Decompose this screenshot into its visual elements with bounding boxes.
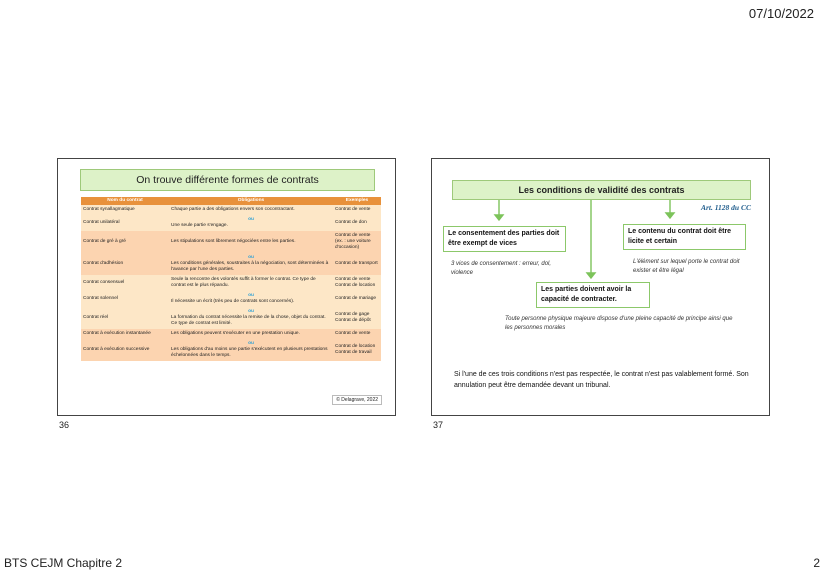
arrowhead-consent [495, 215, 503, 220]
contract-obligations-cell [169, 307, 333, 329]
contract-obligations-cell [169, 291, 333, 307]
slide-number-36: 36 [59, 420, 70, 430]
table-row [81, 291, 381, 307]
table-row [81, 205, 381, 215]
table-row [81, 215, 381, 231]
contract-name: Contrat réel [81, 307, 169, 329]
slide-36-title: On trouve différente formes de contrats [80, 169, 375, 191]
contract-name: Contrat consensuel [81, 275, 169, 291]
contract-example: Contrat de transport [333, 253, 381, 275]
slide-37-title: Les conditions de validité des contrats [452, 180, 751, 200]
contract-name: Contrat de gré à gré [81, 231, 169, 253]
contract-example: Contrat de vente Contrat de location [333, 275, 381, 291]
contract-obligations: Les obligations d'au moins une partie s'exécutent en plusieurs prestations échelonnées dans le temps. [171, 347, 328, 358]
print-date: 07/10/2022 [748, 6, 814, 21]
consent-note: 3 vices de consentement : erreur, dol, violence [451, 261, 552, 276]
table-row [81, 275, 381, 291]
table-row [81, 253, 381, 275]
contract-name: Contrat synallagmatique [81, 205, 169, 215]
contract-example: Contrat de location Contrat de travail [333, 339, 381, 361]
ou-separator: ou [248, 309, 254, 314]
contract-obligations: Seule la rencontre des volontés suffit à former le contrat. Ce type de contrat est le plus répandu. [169, 275, 333, 291]
slide-number-37: 37 [433, 420, 444, 430]
table-row [81, 329, 381, 339]
contract-types-table [81, 197, 381, 361]
contract-obligations-cell [169, 339, 333, 361]
condition-content: Le contenu du contrat doit être licite et certain [623, 224, 746, 250]
contract-name: Contrat solennel [81, 291, 169, 307]
ou-separator: ou [248, 293, 254, 298]
table-row [81, 231, 381, 253]
contract-example: Contrat de vente [333, 329, 381, 339]
contract-obligations-cell [169, 253, 333, 275]
contract-example: Contrat de don [333, 215, 381, 231]
condition-consent: Le consentement des parties doit être exempt de vices [443, 226, 566, 252]
contract-example: Contrat de vente (ex. : une voiture d'occasion) [333, 231, 381, 253]
capacity-note: Toute personne physique majeure dispose d'une pleine capacité de principe ainsi que les personnes morales [505, 316, 733, 331]
contract-name: Contrat à exécution successive [81, 339, 169, 361]
copyright-credit: © Delagrave, 2022 [332, 395, 382, 405]
table-header-name: Nom du contrat [81, 197, 169, 205]
condition-capacity: Les parties doivent avoir la capacité de contracter. [536, 282, 650, 308]
ou-separator: ou [248, 341, 254, 346]
contract-name: Contrat d'adhésion [81, 253, 169, 275]
ou-separator: ou [248, 217, 254, 222]
contract-example: Contrat de mariage [333, 291, 381, 307]
contract-name: Contrat à exécution instantanée [81, 329, 169, 339]
table-row [81, 339, 381, 361]
contract-example: Contrat de vente [333, 205, 381, 215]
slide-37 [431, 158, 770, 416]
arrowhead-capacity [587, 273, 595, 278]
contract-example: Contrat de gage Contrat de dépôt [333, 307, 381, 329]
content-note: L'élément sur lequel porte le contrat doit exister et être légal [633, 259, 740, 274]
arrowhead-content [666, 213, 674, 218]
contract-obligations: Il nécessite un écrit (très peu de contrats sont concernés). [171, 299, 295, 304]
table-row [81, 307, 381, 329]
contract-obligations: Les obligations peuvent s'exécuter en une prestation unique. [169, 329, 333, 339]
conclusion-text: Si l'une de ces trois conditions n'est pas respectée, le contrat n'est pas valablement formé. Son annulation peut être demandée devant un tribunal. [454, 371, 749, 389]
page-number: 2 [813, 556, 820, 570]
contract-obligations: Les stipulations sont librement négociées entre les parties. [169, 231, 333, 253]
contract-obligations-cell [169, 215, 333, 231]
table-header-obligations: Obligations [169, 197, 333, 205]
article-reference: Art. 1128 du CC [700, 203, 751, 212]
contract-obligations: Chaque partie a des obligations envers son cocontractant. [169, 205, 333, 215]
contract-name: Contrat unilatéral [81, 215, 169, 231]
slide-36 [57, 158, 396, 416]
contract-obligations: La formation du contrat nécessite la remise de la chose, objet du contrat. Ce type de contrat est limité. [171, 315, 326, 326]
ou-separator: ou [248, 255, 254, 260]
document-title: BTS CEJM Chapitre 2 [4, 556, 123, 570]
contract-obligations: Les conditions générales, soustraites à la négociation, sont déterminées à l'avance par l'une des parties. [171, 261, 329, 272]
contract-obligations: Une seule partie s'engage. [171, 223, 228, 228]
table-header-examples: Exemples [333, 197, 381, 205]
